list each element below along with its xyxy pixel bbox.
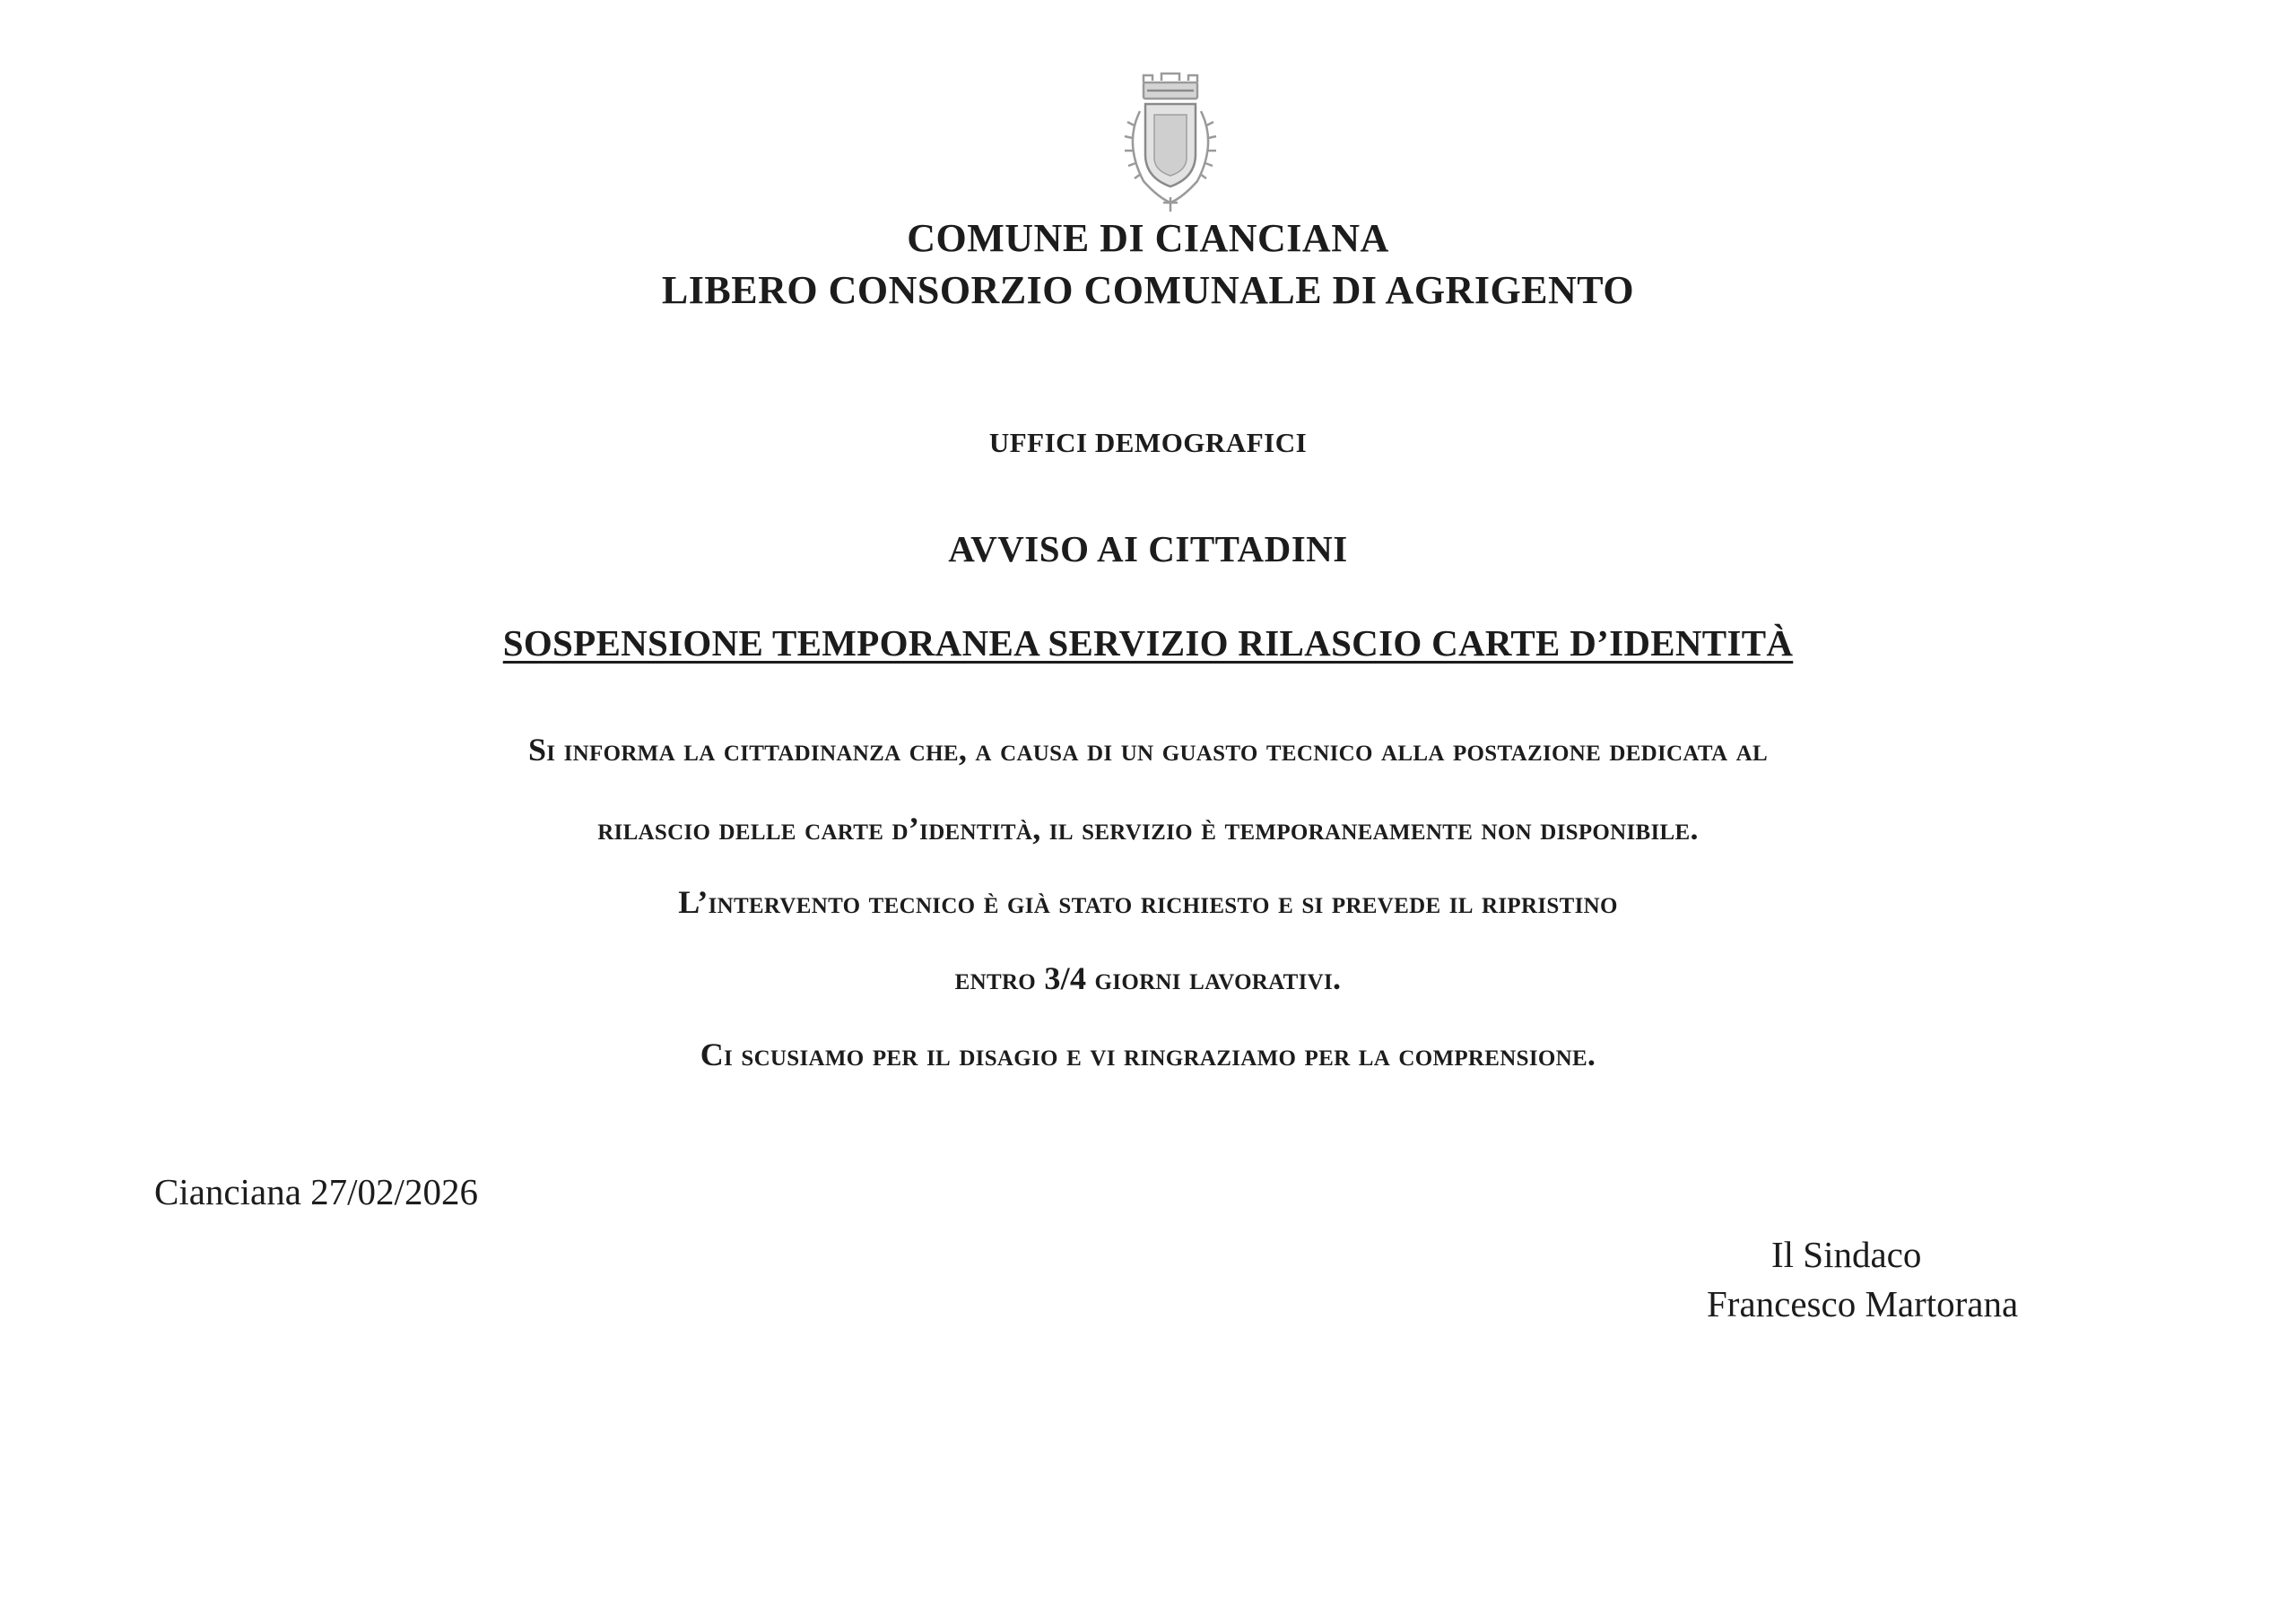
body-line: Ci scusiamo per il disagio e vi ringraziamo per la comprensione. bbox=[700, 1037, 1596, 1072]
office-name: UFFICI DEMOGRAFICI bbox=[988, 427, 1308, 458]
org-subtitle: LIBERO CONSORZIO COMUNALE DI AGRIGENTO bbox=[661, 268, 1635, 312]
coat-of-arms-icon bbox=[1108, 72, 1233, 215]
body-line: entro 3/4 giorni lavorativi. bbox=[954, 960, 1342, 996]
signer-name: Francesco Martorana bbox=[1707, 1283, 2019, 1324]
notice-subject bbox=[0, 621, 2296, 664]
notice-subject-text: SOSPENSIONE TEMPORANEA SERVIZIO RILASCIO CARTE D’IDENTITÀ bbox=[502, 622, 1794, 664]
place-and-date: Cianciana 27/02/2026 bbox=[154, 1171, 478, 1212]
org-name: COMUNE DI CIANCIANA bbox=[907, 216, 1389, 260]
body-line: L’intervento tecnico è già stato richiesto e si prevede il ripristino bbox=[678, 884, 1618, 920]
body-line: rilascio delle carte d’identità, il servizio è temporaneamente non disponibile. bbox=[597, 811, 1699, 846]
notice-title: AVVISO AI CITTADINI bbox=[948, 528, 1348, 569]
body-line: Si informa la cittadinanza che, a causa di un guasto tecnico alla postazione dedicata al bbox=[527, 732, 1769, 768]
signer-role: Il Sindaco bbox=[1771, 1234, 1922, 1275]
